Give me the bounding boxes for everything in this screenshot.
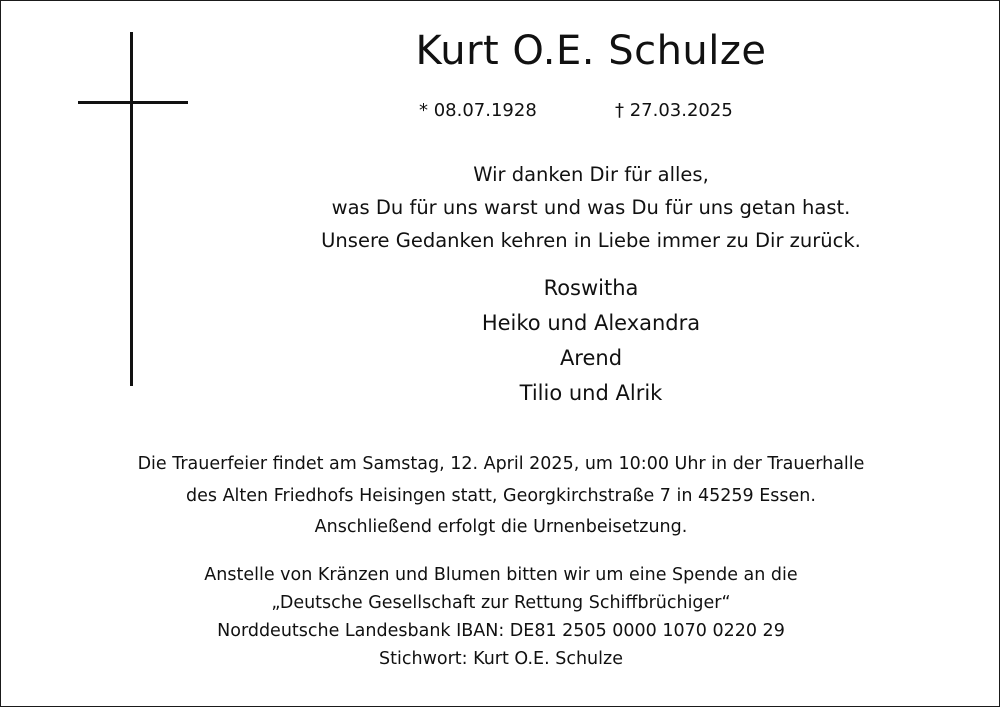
memorial-quote (241, 158, 941, 257)
mourner-name: Roswitha (543, 276, 639, 300)
quote-line: Unsere Gedanken kehren in Liebe immer zu Dir zurück. (321, 229, 861, 252)
ceremony-line: des Alten Friedhofs Heisingen statt, Georgkirchstraße 7 in 45259 Essen. (186, 485, 816, 506)
donation-reference: Stichwort: Kurt O.E. Schulze (379, 649, 623, 669)
mourners-list (391, 271, 791, 411)
donation-request (51, 561, 951, 673)
mourner-name: Heiko und Alexandra (481, 311, 701, 335)
donation-bank-details: Norddeutsche Landesbank IBAN: DE81 2505 0000 1070 0220 29 (217, 621, 785, 641)
donation-line: Anstelle von Kränzen und Blumen bitten wir um eine Spende an die (204, 565, 798, 585)
quote-line: Wir danken Dir für alles, (473, 163, 709, 186)
cross-horizontal-bar (78, 101, 188, 104)
funeral-ceremony-info (51, 449, 951, 544)
donation-recipient: „Deutsche Gesellschaft zur Rettung Schiffbrüchiger“ (271, 593, 731, 613)
mourner-name: Arend (559, 346, 623, 370)
birth-date: * 08.07.1928 (419, 100, 537, 121)
ceremony-line: Anschließend erfolgt die Urnenbeisetzung. (314, 517, 688, 537)
quote-line: was Du für uns warst und was Du für uns getan hast. (331, 196, 851, 219)
deceased-name: Kurt O.E. Schulze (415, 28, 767, 74)
mourner-name: Tilio und Alrik (519, 381, 663, 405)
death-date: † 27.03.2025 (615, 100, 733, 121)
cross-vertical-bar (130, 32, 133, 386)
ceremony-line: Die Trauerfeier findet am Samstag, 12. April 2025, um 10:00 Uhr in der Trauerhalle (137, 454, 865, 474)
